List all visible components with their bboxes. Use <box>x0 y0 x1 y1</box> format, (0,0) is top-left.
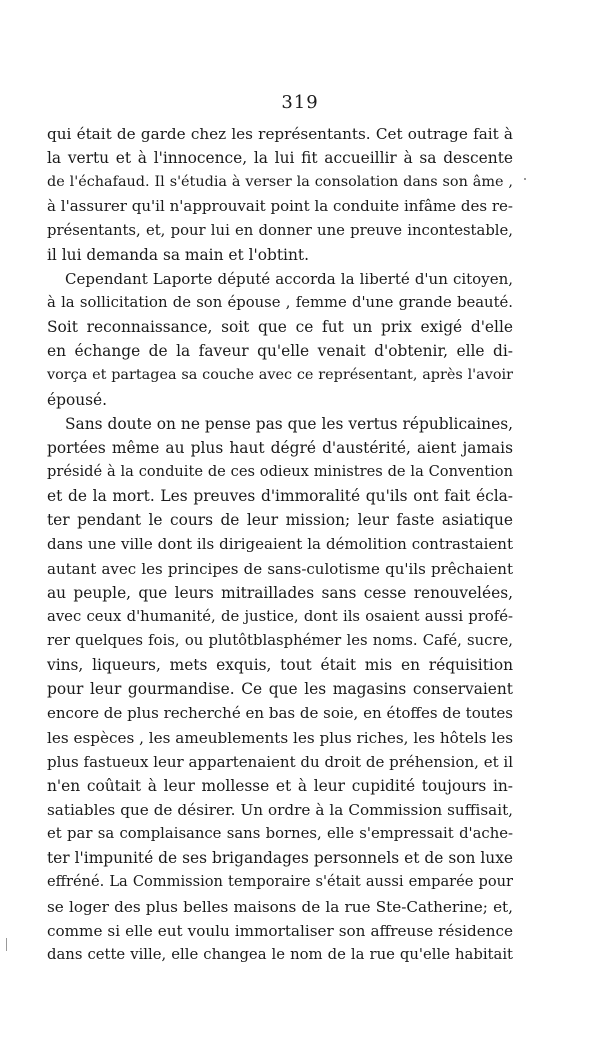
text-line: à la sollicitation de son épouse , femme d'une grande beauté. <box>47 293 513 311</box>
text-line: ter l'impunité de ses brigandages personnels et de son luxe <box>47 849 513 868</box>
text-line: la vertu et à l'innocence, la lui fit accueillir à sa descente <box>47 149 513 168</box>
text-line: encore de plus recherché en bas de soie, en étoffes de toutes <box>47 704 513 723</box>
text-line: se loger des plus belles maisons de la rue Ste-Catherine; et, <box>47 897 513 916</box>
text-line: ter pendant le cours de leur mission; leur faste asiatique <box>47 511 513 530</box>
text-line: comme si elle eut voulu immortaliser son affreuse résidence <box>47 921 513 940</box>
text-line: de l'échafaud. Il s'étudia à verser la consolation dans son âme , <box>47 174 513 191</box>
text-line: plus fastueux leur appartenaient du droit de préhension, et il <box>47 752 513 771</box>
text-line: effréné. La Commission temporaire s'était aussi emparée pour <box>47 873 513 891</box>
text-line: présentants, et, pour lui en donner une preuve incontestable, <box>47 221 513 239</box>
text-line: à l'assurer qu'il n'approuvait point la conduite infâme des re- <box>47 197 513 216</box>
text-line: présidé à la conduite de ces odieux ministres de la Convention <box>47 462 513 480</box>
text-line: qui était de garde chez les représentants. Cet outrage fait à <box>47 125 513 143</box>
text-line: pour leur gourmandise. Ce que les magasins conservaient <box>47 680 513 699</box>
text-line: autant avec les principes de sans-culotisme qu'ils prêchaient <box>47 559 513 578</box>
margin-mark <box>6 938 7 951</box>
text-line: portées même au plus haut dégré d'austérité, aient jamais <box>47 438 513 457</box>
text-line: rer quelques fois, ou plutôtblasphémer les noms. Café, sucre, <box>47 631 513 649</box>
text-line: il lui demanda sa main et l'obtint. <box>47 245 309 264</box>
text-line: Soit reconnaissance, soit que ce fut un prix exigé d'elle <box>47 318 513 337</box>
text-line: Sans doute on ne pense pas que les vertus républicaines, <box>65 414 513 433</box>
text-line: et de la mort. Les preuves d'immoralité qu'ils ont fait écla- <box>47 487 513 506</box>
text-line: dans cette ville, elle changea le nom de la rue qu'elle habitait <box>47 945 513 963</box>
text-line: dans une ville dont ils dirigeaient la démolition contrastaient <box>47 535 513 554</box>
text-line: avec ceux d'humanité, de justice, dont ils osaient aussi profé- <box>47 607 513 625</box>
text-line: vins, liqueurs, mets exquis, tout était mis en réquisition <box>47 656 513 675</box>
text-line: en échange de la faveur qu'elle venait d'obtenir, elle di- <box>47 342 513 361</box>
text-line: et par sa complaisance sans bornes, elle s'empressait d'ache- <box>47 825 513 843</box>
text-line: Cependant Laporte député accorda la liberté d'un citoyen, <box>65 269 513 288</box>
page-number: 319 <box>281 92 319 113</box>
text-line: n'en coûtait à leur mollesse et à leur cupidité toujours in- <box>47 776 513 795</box>
text-line: vorça et partagea sa couche avec ce représentant, après l'avoir <box>47 367 513 384</box>
text-line: épousé. <box>47 390 108 409</box>
text-line: au peuple, que leurs mitraillades sans cesse renouvelées, <box>47 583 513 602</box>
stray-mark <box>524 178 526 180</box>
text-line: les espèces , les ameublements les plus riches, les hôtels les <box>47 728 513 747</box>
body-text <box>47 122 513 967</box>
text-line: satiables que de désirer. Un ordre à la Commission suffisait, <box>47 800 513 819</box>
